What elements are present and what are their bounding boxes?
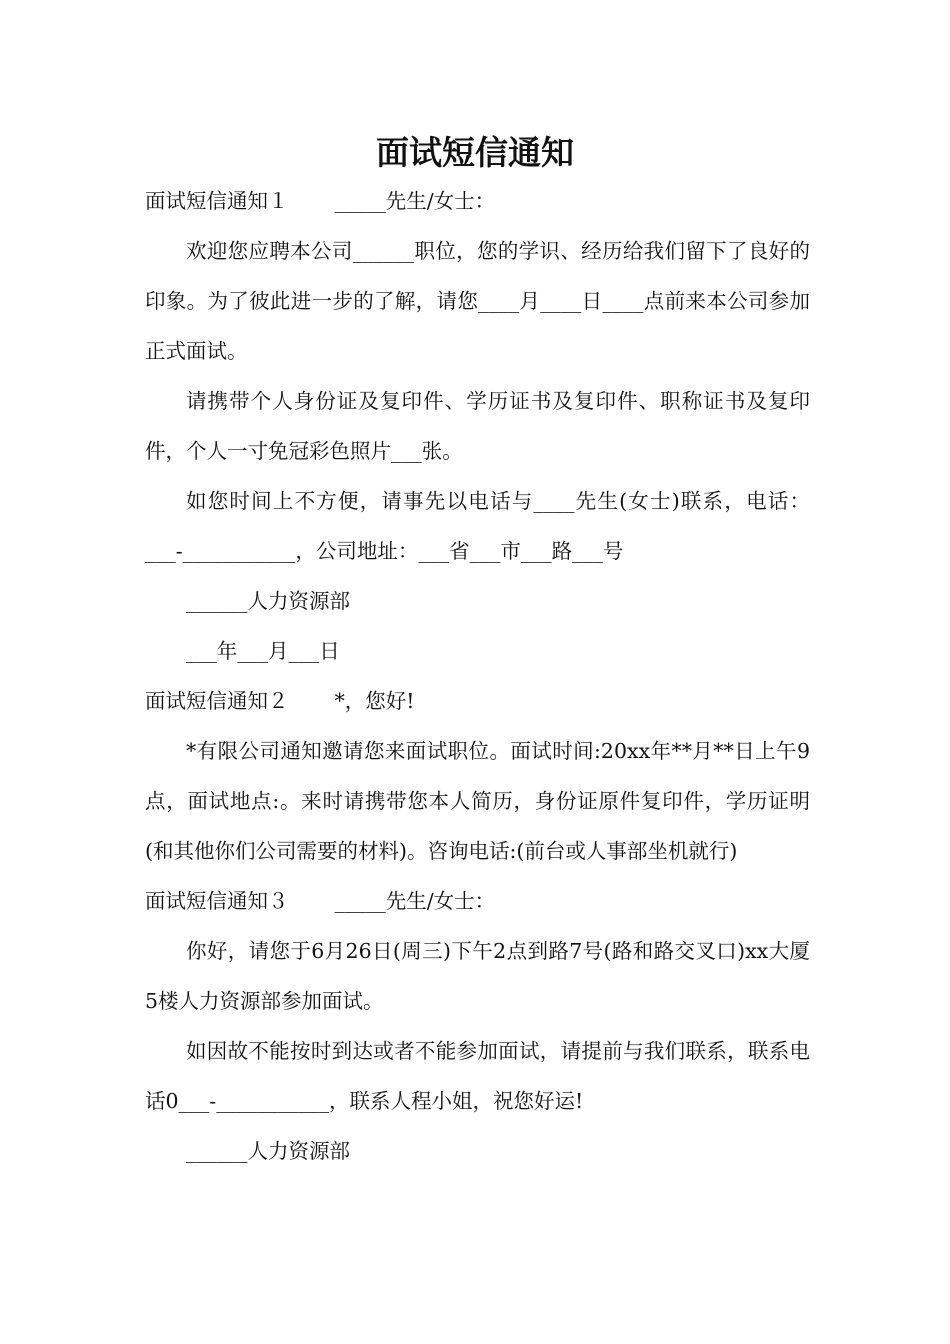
notice-3-paragraph-1: 你好，请您于6月26日(周三)下午2点到路7号(路和路交叉口)xx大厦5楼人力资源部参加面试。 <box>145 939 810 1013</box>
notice-1-signature: ______人力资源部 <box>186 589 350 613</box>
notice-1-paragraph-3: 如您时间上不方便，请事先以电话与____先生(女士)联系，电话：___-___________，公司地址：___省___市___路___号 <box>145 489 810 563</box>
notice-1-salutation: _____先生/女士： <box>334 189 496 213</box>
notice-2-salutation: *，您好! <box>334 689 415 713</box>
notice-1-date: ___年___月___日 <box>186 639 340 663</box>
notice-1-paragraph-1: 欢迎您应聘本公司______职位，您的学识、经历给我们留下了良好的印象。为了彼此进一步的了解，请您____月____日____点前来本公司参加正式面试。 <box>145 239 810 363</box>
notice-1-paragraph-2: 请携带个人身份证及复印件、学历证书及复印件、职称证书及复印件，个人一寸免冠彩色照片___张。 <box>145 389 810 463</box>
notice-2-heading-label: 面试短信通知２ <box>145 689 289 713</box>
notice-2-heading <box>145 676 810 726</box>
document-title: 面试短信通知 <box>376 133 574 172</box>
notice-3-paragraph-2: 如因故不能按时到达或者不能参加面试，请提前与我们联系，联系电话0___-___________，联系人程小姐，祝您好运! <box>145 1039 810 1113</box>
notice-3-heading <box>145 876 810 926</box>
document-body <box>145 176 810 1176</box>
notice-3-heading-label: 面试短信通知３ <box>145 889 289 913</box>
notice-1-heading <box>145 176 810 226</box>
notice-1-heading-label: 面试短信通知１ <box>145 189 289 213</box>
notice-3-signature: ______人力资源部 <box>186 1139 350 1163</box>
notice-2-paragraph-1: *有限公司通知邀请您来面试职位。面试时间:20xx年**月**日上午9点，面试地点:。来时请携带您本人简历，身份证原件复印件，学历证明(和其他你们公司需要的材料)。咨询电话:(前台或人事部坐机就行) <box>145 739 810 863</box>
notice-3-salutation: _____先生/女士： <box>334 889 496 913</box>
